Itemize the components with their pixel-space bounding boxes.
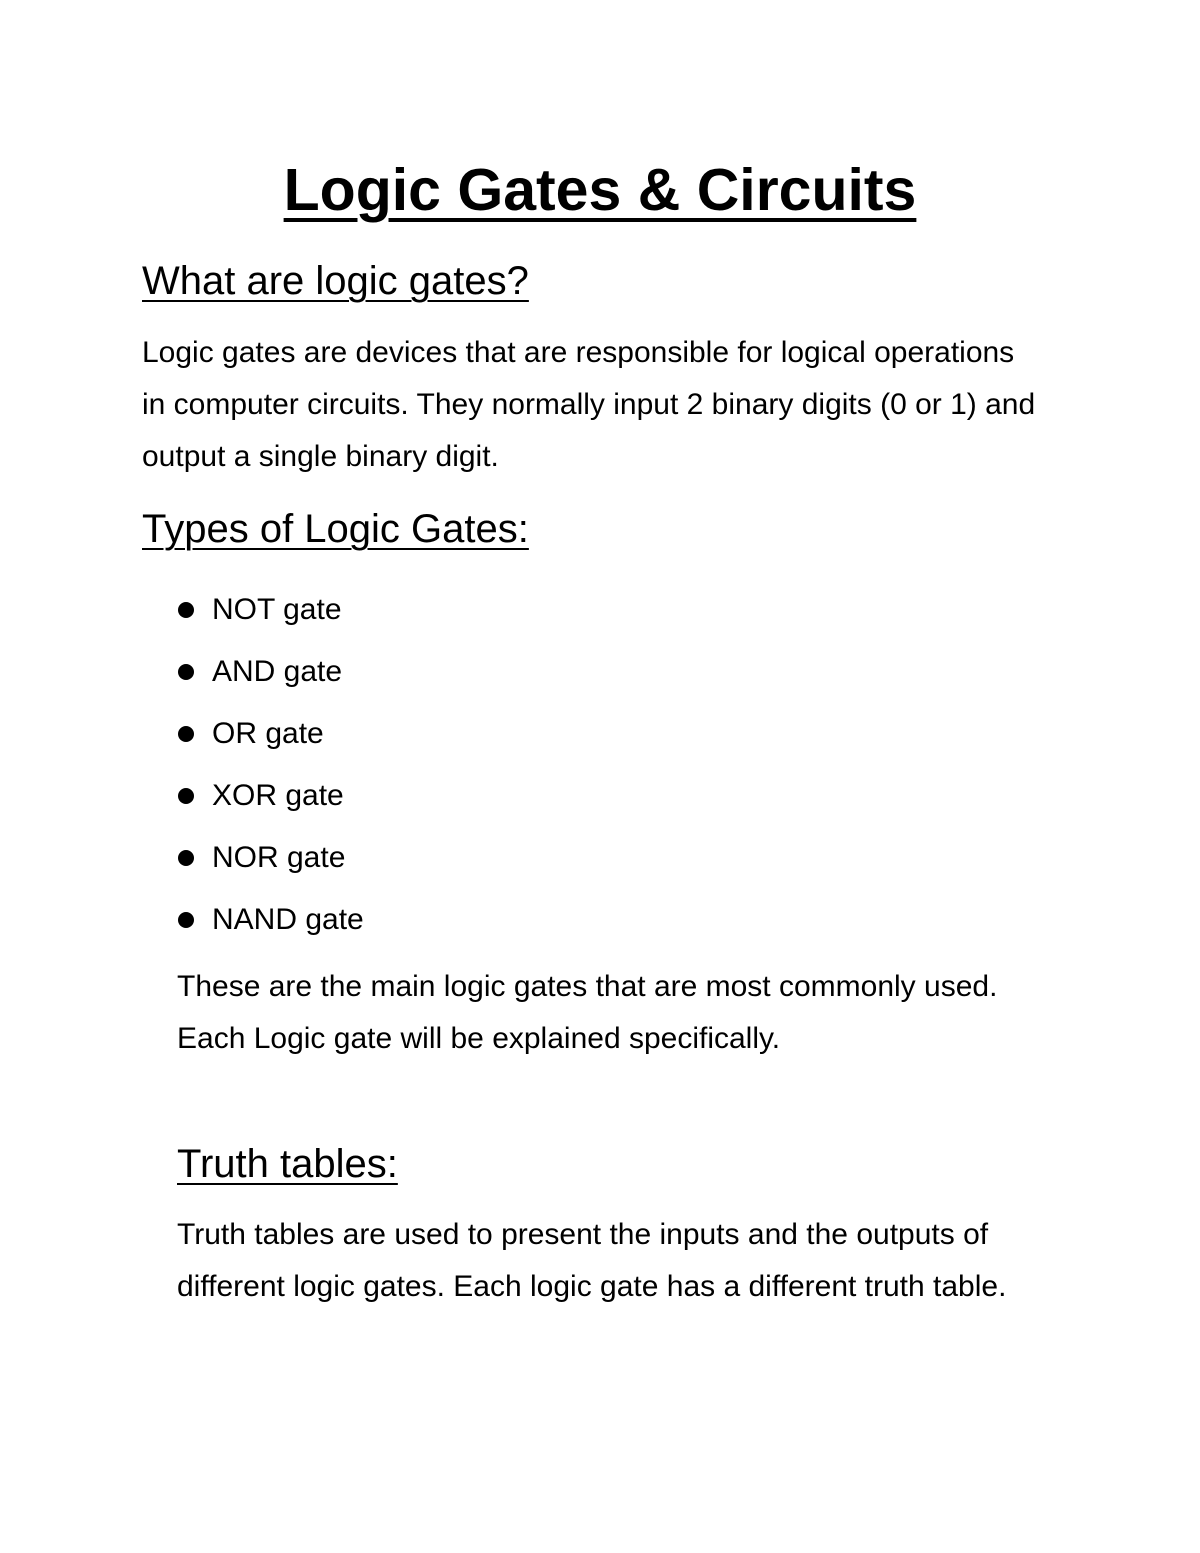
list-item (178, 830, 364, 892)
list-item-label: AND gate (212, 655, 343, 688)
list-item-label: NAND gate (212, 903, 364, 936)
bullet-icon (178, 664, 194, 680)
list-item (178, 644, 364, 706)
list-item-label: OR gate (212, 717, 324, 750)
paragraph-main-gates-note: These are the main logic gates that are most commonly used. Each Logic gate will be explained specifically. (177, 970, 998, 1055)
bullet-icon (178, 602, 194, 618)
list-item (178, 768, 364, 830)
paragraph-truth-tables-definition: Truth tables are used to present the inputs and the outputs of different logic gates. Each logic gate has a different truth table. (177, 1218, 1007, 1303)
bullet-icon (178, 726, 194, 742)
heading-what-are-logic-gates: What are logic gates? (142, 259, 529, 303)
list-item (178, 582, 364, 644)
list-item-label: NOR gate (212, 841, 346, 874)
bullet-icon (178, 788, 194, 804)
document-title-text: Logic Gates & Circuits (283, 157, 917, 223)
heading-types-of-logic-gates: Types of Logic Gates: (142, 507, 529, 551)
list-item-label: NOT gate (212, 593, 342, 626)
paragraph-logic-gates-definition: Logic gates are devices that are responsible for logical operations in computer circuits. They normally input 2 binary digits (0 or 1) and output a single binary digit. (142, 336, 1036, 473)
list-item (178, 706, 364, 768)
bullet-icon (178, 912, 194, 928)
document-title (0, 150, 1200, 230)
list-item (178, 892, 364, 954)
heading-truth-tables: Truth tables: (177, 1142, 398, 1186)
bullet-icon (178, 850, 194, 866)
list-item-label: XOR gate (212, 779, 344, 812)
gate-types-list (178, 582, 364, 954)
